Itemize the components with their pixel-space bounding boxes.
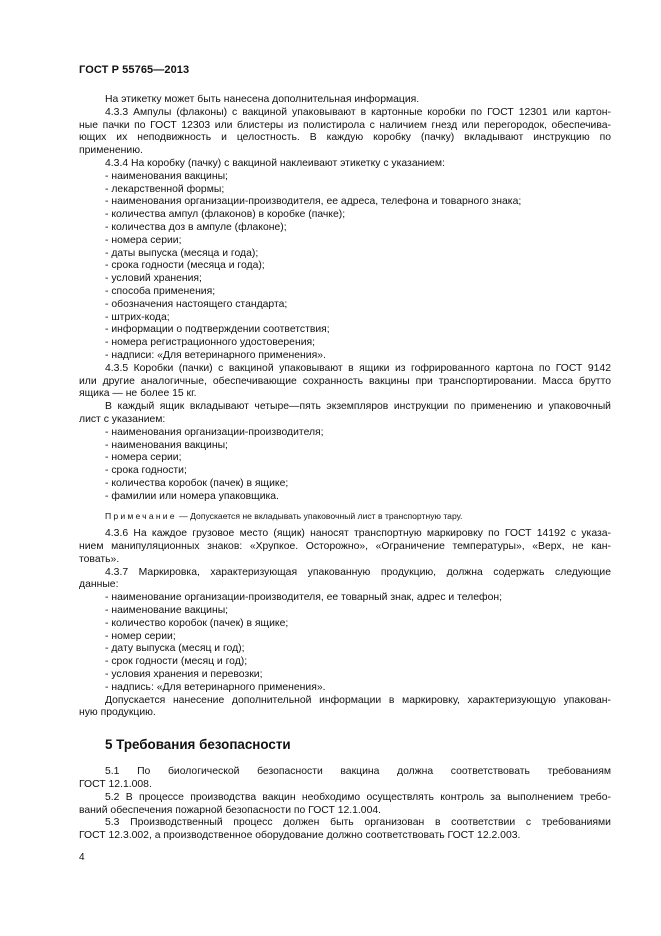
p53-line: ГОСТ 12.3.002, а производственное оборудование должно соответствовать ГОСТ 12.2.003. <box>79 830 521 842</box>
list-item: - наименования вакцины; <box>105 439 228 451</box>
document-header: ГОСТ Р 55765—2013 <box>79 64 190 76</box>
list-item: - условий хранения; <box>105 273 202 285</box>
paragraph-intro: На этикетку может быть нанесена дополнительная информация. <box>105 94 420 105</box>
p52-line: 5.2 В процессе производства вакцин необходимо осуществлять контроль за выполнением требо- <box>105 791 611 803</box>
list-item: - даты выпуска (месяца и года); <box>105 247 259 259</box>
p-box-line: В каждый ящик вкладывают четыре—пять экземпляров инструкции по применению и упаковочный <box>105 401 611 413</box>
list-item: - дату выпуска (месяц и год); <box>105 643 245 655</box>
p435-line: 4.3.5 Коробки (пачки) с вакциной упаковывают в ящики из гофрированного картона по ГОСТ 9142 <box>105 362 611 374</box>
note-text: — Допускается не вкладывать упаковочный лист в транспортную тару. <box>179 510 463 521</box>
p433-line: 4.3.3 Ампулы (флаконы) с вакциной упаковывают в картонные коробки по ГОСТ 12301 или картон- <box>105 106 611 118</box>
p-box-line: лист с указанием: <box>79 413 166 425</box>
p437-line: данные: <box>79 579 119 591</box>
list-item: - количества коробок (пачек) в ящике; <box>105 477 289 489</box>
p437-line: 4.3.7 Маркировка, характеризующая упакованную продукцию, должна содержать следующие <box>105 566 611 578</box>
list-item: - надпись: «Для ветеринарного применения». <box>105 681 326 693</box>
p433-line: ные пачки по ГОСТ 12303 или блистеры из полистирола с наличием гнезд или перегородок, обеспечива- <box>79 119 611 131</box>
list-item: - номера регистрационного удостоверения; <box>105 337 316 349</box>
p433-line: применению. <box>79 145 143 157</box>
p51-line: 5.1 По биологической безопасности вакцина должна соответствовать требованиям <box>105 766 611 778</box>
document-body <box>79 94 611 843</box>
p-extra-line: ную продукцию. <box>79 707 156 719</box>
page-number: 4 <box>79 852 85 863</box>
list-item: - наименование вакцины; <box>105 605 229 617</box>
p53-line: 5.3 Производственный процесс должен быть организован в соответствии с требованиями <box>105 817 611 829</box>
p51-line: ГОСТ 12.1.008. <box>79 779 152 791</box>
list-item: - условия хранения и перевозки; <box>105 669 263 681</box>
list-item: - фамилии или номера упаковщика. <box>105 490 279 502</box>
section-heading: 5 Требования безопасности <box>105 737 291 753</box>
p436-line: товать». <box>79 553 120 565</box>
p435-line: ящика — не более 15 кг. <box>79 388 197 400</box>
p433-line: ющих их неподвижность и целостность. В каждую коробку (пачку) вкладывают инструкцию по <box>79 132 611 144</box>
p-extra-line: Допускается нанесение дополнительной информации в маркировку, характеризующую упакован- <box>105 694 611 706</box>
list-item: - надписи: «Для ветеринарного применения». <box>105 349 326 361</box>
list-item: - наименования организации-производителя, ее адреса, телефона и товарного знака; <box>105 196 522 208</box>
note-label: Примечание <box>105 510 177 521</box>
list-item: - номера серии; <box>105 452 182 464</box>
p434-line: 4.3.4 На коробку (пачку) с вакциной наклеивают этикетку с указанием: <box>105 157 445 169</box>
list-item: - срока годности (месяца и года); <box>105 260 265 272</box>
list-item: - номера серии; <box>105 234 182 246</box>
list-item: - штрих-кода; <box>105 311 170 323</box>
list-item: - способа применения; <box>105 285 216 297</box>
list-item: - срок годности (месяц и год); <box>105 656 248 668</box>
list-item: - количества ампул (флаконов) в коробке (пачке); <box>105 209 346 221</box>
list-item: - срока годности; <box>105 465 187 477</box>
list-item: - наименования вакцины; <box>105 170 228 182</box>
p436-line: 4.3.6 На каждое грузовое место (ящик) наносят транспортную маркировку по ГОСТ 14192 с указа- <box>105 528 611 540</box>
list-item: - номер серии; <box>105 630 176 642</box>
list-item: - лекарственной формы; <box>105 183 225 195</box>
list-item: - наименования организации-производителя; <box>105 426 324 438</box>
list-item: - количество коробок (пачек) в ящике; <box>105 617 289 629</box>
note <box>79 510 611 523</box>
list-item: - информации о подтверждении соответствия; <box>105 324 330 336</box>
p435-line: или другие аналогичные, обеспечивающие сохранность вакцины при транспортировании. Масса брутто <box>79 375 611 387</box>
list-item: - количества доз в ампуле (флаконе); <box>105 221 287 233</box>
list-item: - наименование организации-производителя, ее товарный знак, адрес и телефон; <box>105 592 502 604</box>
p436-line: нием манипуляционных знаков: «Хрупкое. Осторожно», «Ограничение температуры», «Верх, не кан- <box>79 541 611 553</box>
p52-line: ваний обеспечения пожарной безопасности по ГОСТ 12.1.004. <box>79 804 382 816</box>
list-item: - обозначения настоящего стандарта; <box>105 298 288 310</box>
